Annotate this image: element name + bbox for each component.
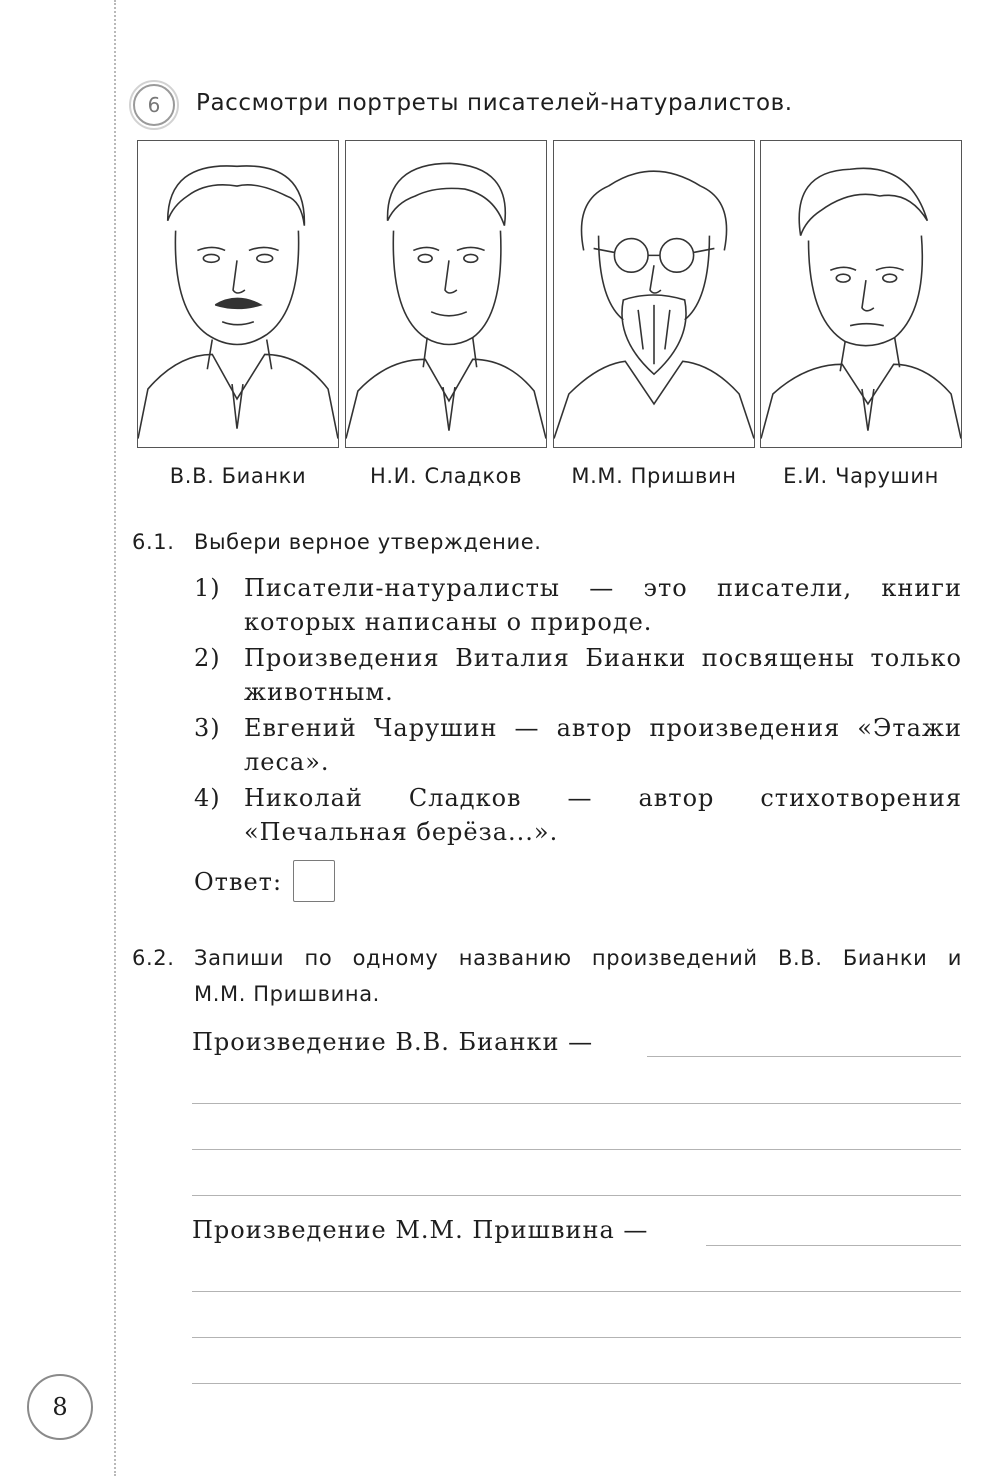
option-number: 4) [194,784,221,812]
task-title: Рассмотри портреты писателей-натуралистов. [196,90,793,116]
question-6-2-prompt-line2: М.М. Пришвина. [194,982,380,1006]
answer-line[interactable] [192,1291,961,1292]
page-number: 8 [27,1374,93,1440]
question-6-2-prompt-line1: Запиши по одному названию произведений В.В. Бианки и [194,946,962,970]
portrait-charushin-drawing [761,141,961,447]
option-text-line: леса». [244,748,330,776]
option-text-line: Евгений Чарушин — автор произведения «Этажи [244,714,962,742]
option-text-line: Писатели-натуралисты — это писатели, книги [244,574,962,602]
portrait-caption: М.М. Пришвин [571,464,737,488]
answer-line[interactable] [706,1245,961,1246]
portrait-prishvin [553,140,755,448]
portrait-sladkov-drawing [346,141,546,447]
answer-label: Ответ: [194,868,283,896]
option-text-line: Николай Сладков — автор стихотворения [244,784,962,812]
option-number: 2) [194,644,221,672]
portrait-caption: В.В. Бианки [169,464,307,488]
question-6-2-number: 6.2. [132,946,175,970]
portraits-row [137,140,961,448]
option-text-line: животным. [244,678,394,706]
portrait-charushin [760,140,962,448]
prishvin-work-label: Произведение М.М. Пришвина — [192,1216,649,1244]
portrait-prishvin-drawing [554,141,754,447]
option-text-line: «Печальная берёза...». [244,818,559,846]
answer-line[interactable] [192,1195,961,1196]
answer-line[interactable] [647,1056,961,1057]
answer-box[interactable] [293,860,335,902]
option-number: 1) [194,574,221,602]
portrait-bianki-drawing [138,141,338,447]
answer-line[interactable] [192,1337,961,1338]
portrait-caption: Е.И. Чарушин [783,464,939,488]
task-number-badge: 6 [133,84,175,126]
option-number: 3) [194,714,221,742]
question-6-1-prompt: Выбери верное утверждение. [194,530,542,554]
portrait-sladkov [345,140,547,448]
margin-dotted-line [114,0,116,1476]
answer-line[interactable] [192,1149,961,1150]
portrait-caption: Н.И. Сладков [369,464,523,488]
answer-line[interactable] [192,1383,961,1384]
bianki-work-label: Произведение В.В. Бианки — [192,1028,594,1056]
option-text-line: Произведения Виталия Бианки посвящены только [244,644,962,672]
portrait-bianki [137,140,339,448]
question-6-1-number: 6.1. [132,530,175,554]
option-text-line: которых написаны о природе. [244,608,653,636]
answer-line[interactable] [192,1103,961,1104]
